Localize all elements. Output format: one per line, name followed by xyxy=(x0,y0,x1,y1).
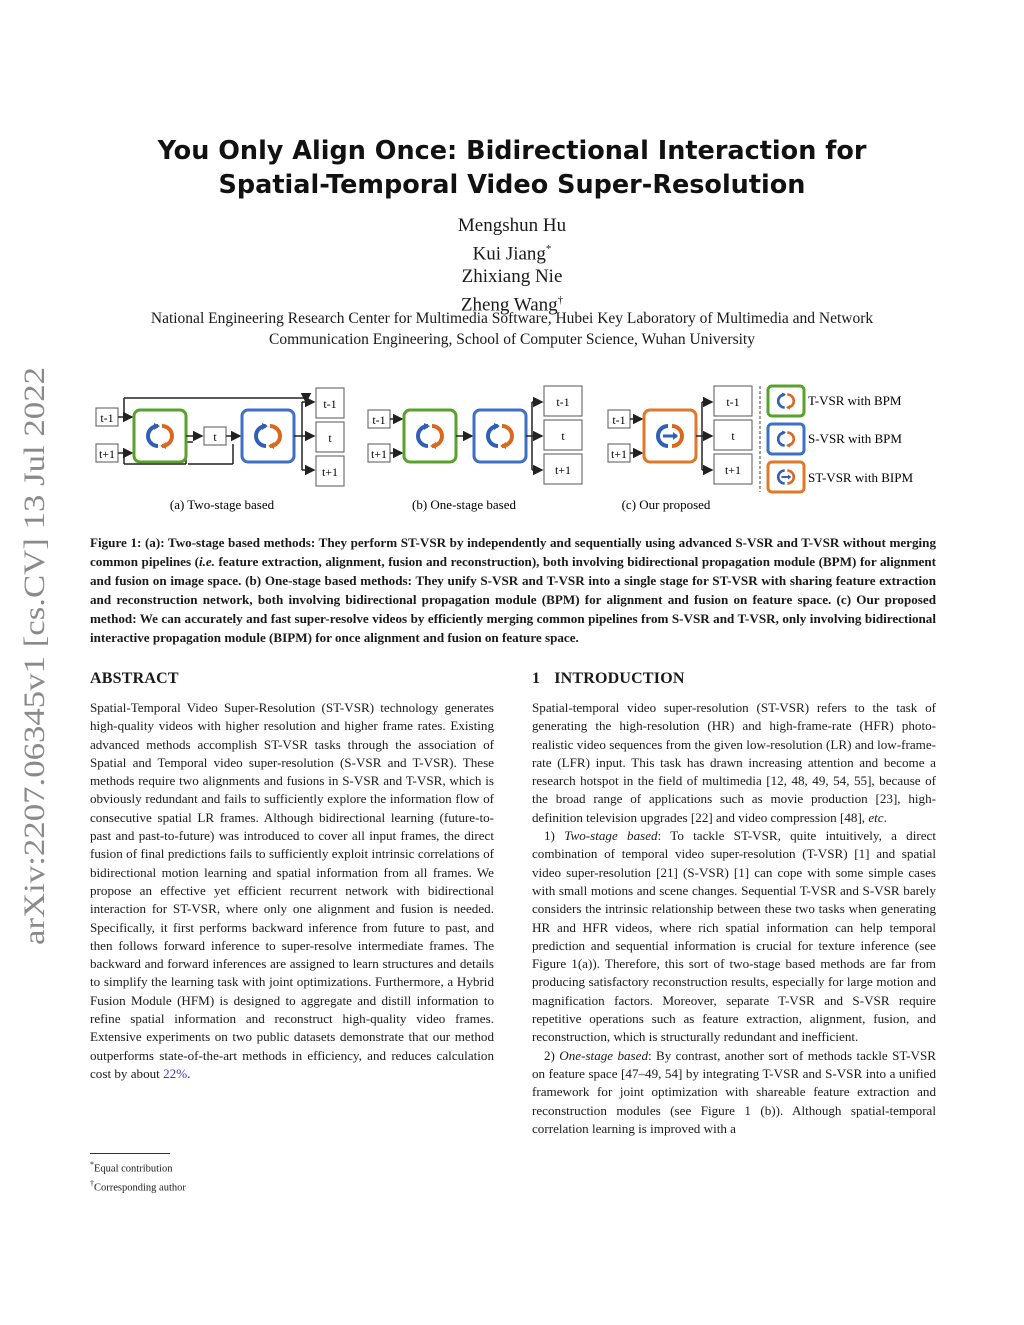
arxiv-stamp xyxy=(10,365,54,945)
subcaption-a: (a) Two-stage based xyxy=(169,497,275,512)
author: Zhixiang Nie xyxy=(461,266,563,288)
frame-label: t+1 xyxy=(610,447,628,461)
intro-paragraph: 1) Two-stage based: To tackle ST-VSR, quite intuitively, a direct combination of temporal video super-resolution (T-VSR) [1] and spatial video super-resolution [21] (S-VSR) [1] can cope with some simple cases with small motions and scene changes. Sequential T-VSR and S-VSR barely considers the intrinsic relationship between these two tasks when generating HR and HFR videos, where rich spatial information can help temporal prediction and sequential information is crucial for texture inference (see Figure 1(a)). Therefore, this sort of two-stage based methods are far from producing satisfactory reconstruction results, especially for large motion and magnification factors. Moreover, separate T-VSR and S-VSR require repetitive operations such as feature extraction, alignment, fusion, and reconstruction, which is structurally redundant and inefficient. xyxy=(532,828,936,1045)
author-list xyxy=(90,214,934,317)
affiliation xyxy=(90,308,934,350)
frame-label: t xyxy=(328,431,332,445)
tvsr-block xyxy=(134,410,186,462)
subcaption-c: (c) Our proposed xyxy=(621,497,711,512)
frame-label: t+1 xyxy=(321,465,339,479)
figure-1 xyxy=(88,382,938,517)
author: Kui Jiang* xyxy=(472,242,552,264)
abstract-section xyxy=(90,668,494,1083)
introduction-section xyxy=(532,668,936,1138)
legend-svsr: S-VSR with BPM xyxy=(808,431,902,446)
legend-stvsr: ST-VSR with BIPM xyxy=(808,470,913,485)
frame-label: t-1 xyxy=(323,397,337,411)
footnote: †Corresponding author xyxy=(90,1178,186,1193)
frame-label: t xyxy=(213,430,217,444)
arxiv-stamp-svg xyxy=(10,365,54,945)
panel-b xyxy=(368,386,582,512)
panel-a xyxy=(96,388,344,512)
frame-label: t-1 xyxy=(556,395,570,409)
legend-tvsr: T-VSR with BPM xyxy=(808,393,902,408)
frame-label: t xyxy=(731,429,735,443)
ref-link[interactable]: 22% xyxy=(163,1065,188,1081)
svsr-block xyxy=(242,410,294,462)
frame-label: t-1 xyxy=(100,411,114,425)
abstract-text: Spatial-Temporal Video Super-Resolution (ST-VSR) technology generates high-quality videos with higher resolution and higher frame rates. Existing advanced methods accomplish ST-VSR tasks through the association of Spatial and Temporal video super-resolution (S-VSR and T-VSR). These methods require two alignments and fusions in S-VSR and T-VSR, which is obviously redundant and fails to sufficiently explore the information flow of consecutive spatial LR frames. Although bidirectional learning (future-to-past and past-to-future) was introduced to cover all input frames, the direct fusion of final predictions fails to sufficiently exploit intrinsic correlations of bidirectional motion learning and spatial information from all frames. We propose an effective yet efficient recurrent network with bidirectional interaction for ST-VSR, where only one alignment and fusion is needed. Specifically, it first performs backward inference from future to past, and then follows forward inference to super-resolve intermediate frames. The backward and forward inferences are assigned to learn structures and details to simplify the learning task with joint optimizations. Furthermore, a Hybrid Fusion Module (HFM) is designed to aggregate and distill information to refine spatial information and reconstruct high-quality video frames. Extensive experiments on two public datasets demonstrate that our method outperforms state-of-the-art methods in efficiency, and reduces calculation cost by about 22%. xyxy=(90,700,494,1081)
frame-label: t+1 xyxy=(724,463,742,477)
tvsr-block xyxy=(404,410,456,462)
footnote-rule xyxy=(90,1153,170,1154)
footnotes xyxy=(90,1158,186,1195)
abstract-heading: ABSTRACT xyxy=(90,670,179,687)
arxiv-id-text: arXiv:2207.06345v1 [cs.CV] 13 Jul 2022 xyxy=(18,446,51,945)
panel-c xyxy=(608,386,752,512)
frame-label: t+1 xyxy=(98,447,116,461)
svsr-block xyxy=(474,410,526,462)
figure-legend xyxy=(760,386,913,492)
frame-label: t+1 xyxy=(370,447,388,461)
title-line-1: You Only Align Once: Bidirectional Interaction for xyxy=(157,136,867,166)
frame-label: t+1 xyxy=(554,463,572,477)
author: Mengshun Hu xyxy=(457,215,567,236)
frame-label: t-1 xyxy=(726,395,740,409)
figure-1-diagram xyxy=(88,382,938,517)
affiliation-line-1: National Engineering Research Center for Multimedia Software, Hubei Key Laboratory of Multimedia and Network xyxy=(150,310,874,327)
affiliation-line-2: Communication Engineering, School of Computer Science, Wuhan University xyxy=(269,331,755,348)
footnote: *Equal contribution xyxy=(90,1160,173,1175)
title-line-2: Spatial-Temporal Video Super-Resolution xyxy=(218,170,806,200)
intro-paragraph: 2) One-stage based: By contrast, another sort of methods tackle ST-VSR on feature space [47–49, 54] by integrating T-VSR and S-VSR into a unified framework for joint optimization with shareable feature extraction and reconstruction modules (see Figure 1 (b)). Although spatial-temporal correlation learning is improved with a xyxy=(532,1047,936,1136)
frame-label: t-1 xyxy=(612,413,626,427)
introduction-heading: 1 INTRODUCTION xyxy=(532,670,685,687)
intro-paragraph: Spatial-temporal video super-resolution (ST-VSR) refers to the task of generating the high-resolution (HR) and high-frame-rate (HFR) photo-realistic video sequences from the given low-resolution (LR) and low-frame-rate (LFR) input. This task has drawn increasing attention and become a research hotspot in the field of multimedia [12, 48, 49, 54, 55], because of the broad range of applications such as movie production [23], high-definition television upgrades [22] and video compression [48], etc. xyxy=(532,700,936,825)
subcaption-b: (b) One-stage based xyxy=(412,497,516,512)
frame-label: t-1 xyxy=(372,413,386,427)
author: Zheng Wang† xyxy=(460,293,564,316)
paper-title xyxy=(90,134,934,202)
frame-label: t xyxy=(561,429,565,443)
figure-caption: Figure 1: (a): Two-stage based methods: They perform ST-VSR by independently and sequentially using advanced S-VSR and T-VSR without merging common pipelines (i.e. feature extraction, alignment, fusion and reconstruction), both involving bidirectional propagation module (BPM) for alignment and fusion on image space. (b) One-stage based methods: They unify S-VSR and T-VSR into a single stage for ST-VSR with sharing feature extraction and reconstruction network, both involving bidirectional propagation module (BPM) for alignment and fusion on feature space. (c) Our proposed method: We can accurately and fast super-resolve videos by efficiently merging common pipelines from S-VSR and T-VSR, only involving bidirectional interactive propagation module (BIPM) for once alignment and fusion on feature space. xyxy=(90,535,936,645)
